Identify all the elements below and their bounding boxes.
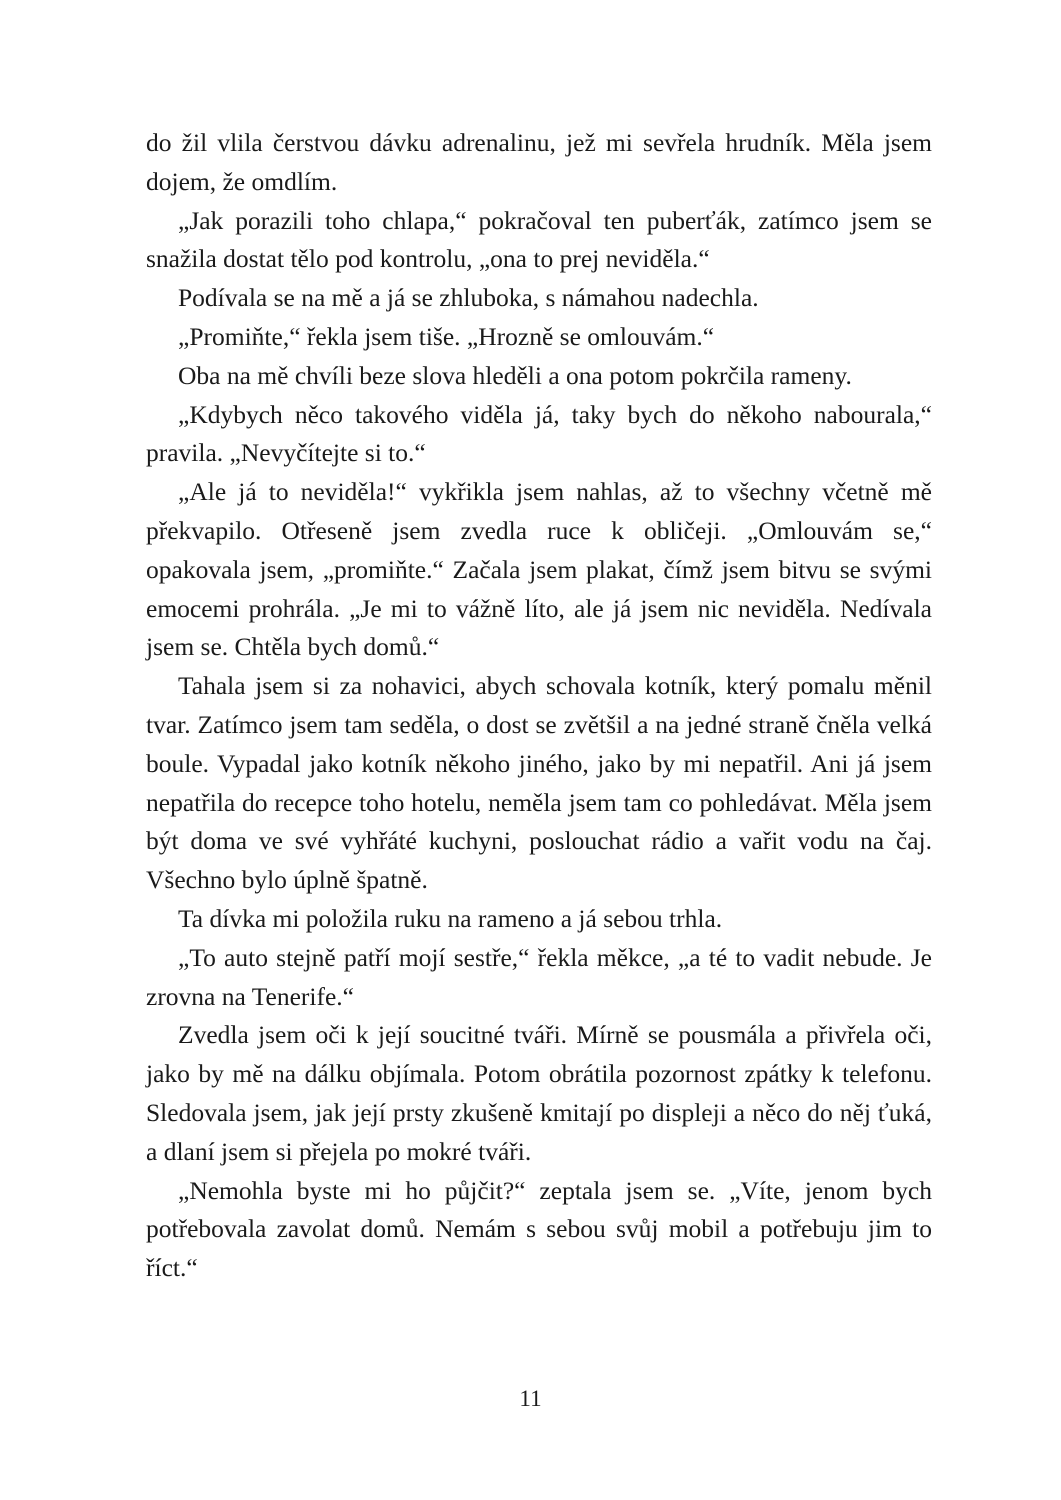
paragraph: „Promiňte,“ řekla jsem tiše. „Hrozně se omlouvám.“ xyxy=(178,321,715,351)
paragraph: „Nemohla byste mi ho půjčit?“ zeptala jsem se. „Víte, jenom bych potřebovala zavolat domů. Nemám s sebou svůj mobil a potřebuju jim to říct.“ xyxy=(146,1175,932,1283)
body-text xyxy=(146,124,932,1288)
paragraph: Tahala jsem si za nohavici, abych schovala kotník, který pomalu měnil tvar. Zatímco jsem tam seděla, o dost se zvětšil a na jedné straně čněla velká boule. Vypadal jako kotník někoho jiného, jako by mi nepatřil. Ani já jsem nepatřila do recepce toho hotelu, neměla jsem tam co pohledávat. Měla jsem být doma ve své vyhřáté kuchyni, poslouchat rádio a vařit vodu na čaj. Všechno bylo úplně špatně. xyxy=(146,671,932,895)
paragraph-continuation: do žil vlila čerstvou dávku adrenalinu, jež mi sevřela hrudník. Měla jsem dojem, že omdlím. xyxy=(146,128,932,196)
paragraph: „Kdybych něco takového viděla já, taky bych do někoho nabourala,“ pravila. „Nevyčítejte si to.“ xyxy=(146,399,932,468)
paragraph: Zvedla jsem oči k její soucitné tváři. Mírně se pousmála a přivřela oči, jako by mě na dálku objímala. Potom obrátila pozornost zpátky k telefonu. Sledovala jsem, jak její prsty zkušeně kmitají po displeji a něco do něj ťuká, a dlaní jsem si přejela po mokré tváři. xyxy=(146,1020,932,1166)
page-number: 11 xyxy=(519,1386,542,1411)
paragraph: „Jak porazili toho chlapa,“ pokračoval ten puberťák, zatímco jsem se snažila dostat tělo pod kontrolu, „ona to prej neviděla.“ xyxy=(146,205,932,274)
paragraph: Podívala se na mě a já se zhluboka, s námahou nadechla. xyxy=(178,283,759,313)
paragraph: Oba na mě chvíli beze slova hleděli a ona potom pokrčila rameny. xyxy=(178,360,852,390)
paragraph: „To auto stejně patří mojí sestře,“ řekla měkce, „a té to vadit nebude. Je zrovna na Tenerife.“ xyxy=(146,942,932,1011)
paragraph: „Ale já to neviděla!“ vykřikla jsem nahlas, až to všechny včetně mě překvapilo. Otřeseně jsem zvedla ruce k obličeji. „Omlouvám se,“ opakovala jsem, „promiňte.“ Začala jsem plakat, čímž jsem bitvu se svými emocemi prohrála. „Je mi to vážně líto, ale já jsem nic neviděla. Nedívala jsem se. Chtěla bych domů.“ xyxy=(146,477,932,662)
paragraph: Ta dívka mi položila ruku na rameno a já sebou trhla. xyxy=(178,903,723,933)
